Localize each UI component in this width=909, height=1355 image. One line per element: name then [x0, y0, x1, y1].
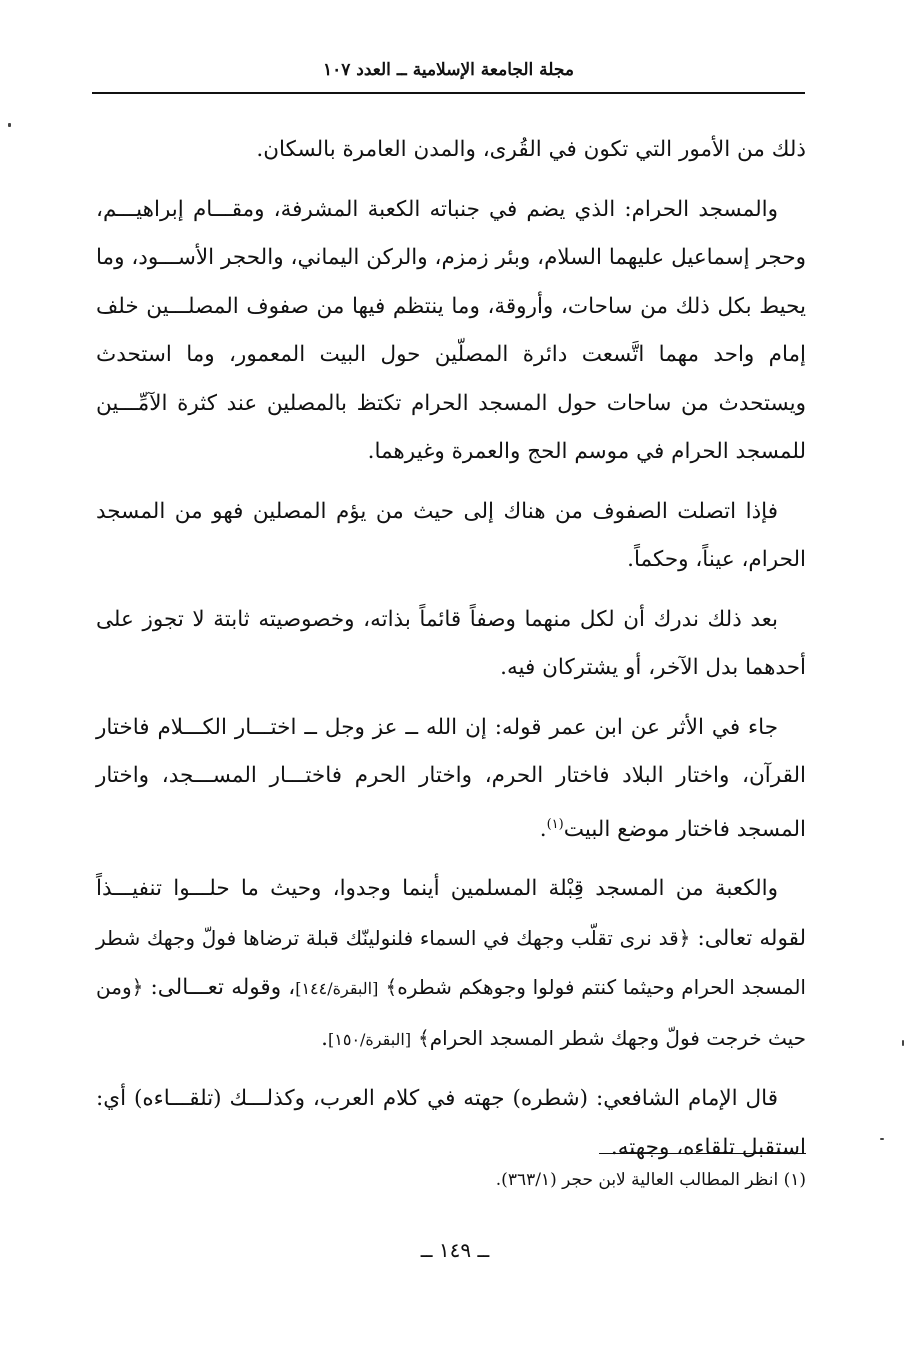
- paragraph-1: ذلك من الأمور التي تكون في القُرى، والمدن العامرة بالسكان.: [256, 137, 806, 162]
- paragraph-6: [96, 865, 806, 1064]
- quran-ref-1: [البقرة/١٤٤]: [295, 979, 379, 999]
- paragraph-6-intro: والكعبة من المسجد قِبْلة المسلمين أينما وجدوا، وحيث ما حلـــوا تنفيـــذاً لقوله تعالى:: [96, 876, 806, 951]
- paragraph-6-end: .: [321, 1025, 328, 1051]
- scan-speck: [880, 1138, 884, 1140]
- paragraph-5: جاء في الأثر عن ابن عمر قوله: إن الله ــ عز وجل ــ اختـــار الكـــلام فاختار القرآن، واختار البلاد فاختار الحرم، واختار الحرم فاختـــار المســـجد، واختار المسجد فاختار موضع البيت$^{(١)}$.: [96, 714, 806, 842]
- paragraph-7: قال الإمام الشافعي: (شطره) جهته في كلام العرب، وكذلـــك (تلقـــاءه) أي: استقبل تلقاءه، وجهته.: [96, 1086, 806, 1160]
- quran-verse-2: ﴿ومن حيث خرجت فولّ وجهك شطر المسجد الحرام﴾: [96, 975, 806, 1050]
- footnote: (١) انظر المطالب العالية لابن حجر (٣٦٣/١).: [495, 1170, 806, 1190]
- paragraph-3: فإذا اتصلت الصفوف من هناك إلى حيث من يؤم المصلين فهو من المسجد الحرام، عيناً، وحكماً.: [96, 498, 806, 572]
- quran-ref-2: [البقرة/١٥٠]: [328, 1029, 412, 1049]
- header-rule: [92, 92, 805, 94]
- paragraph-2: والمسجد الحرام: الذي يضم في جنباته الكعبة المشرفة، ومقـــام إبراهيـــم، وحجر إسماعيل عليهما السلام، وبئر زمزم، والركن اليماني، والحجر الأســـود، وما يحيط بكل ذلك من ساحات، وأروقة، وما ينتظم فيها من صفوف المصلـــين خلف إمام واحد مهما اتَّسعت دائرة المصلّين حول البيت المعمور، وما استحدث ويستحدث من ساحات حول المسجد الحرام تكتظ بالمصلين عند كثرة الآمِّـــين للمسجد الحرام في موسم الحج والعمرة وغيرهما.: [96, 196, 806, 464]
- footnote-rule: [599, 1153, 806, 1154]
- scan-speck: [902, 1040, 904, 1046]
- paragraph-4: بعد ذلك ندرك أن لكل منهما وصفاً قائماً بذاته، وخصوصيته ثابتة لا تجوز على أحدهما بدل الآخر، أو يشتركان فيه.: [96, 606, 806, 680]
- footnote-marker[interactable]: (١): [546, 816, 564, 832]
- body-text: [96, 126, 806, 1183]
- running-header: مجلة الجامعة الإسلامية ــ العدد ١٠٧: [322, 60, 574, 80]
- paragraph-5-text: جاء في الأثر عن ابن عمر قوله: إن الله ــ عز وجل ــ اختـــار الكـــلام فاختار القرآن، واختار البلاد فاختار الحرم، واختار الحرم فاختـــار المســـجد، واختار المسجد فاختار موضع البيت: [96, 714, 806, 842]
- paragraph-6-middle: ، وقوله تعـــالى:: [143, 975, 296, 1001]
- page-number: ــ ١٤٩ ــ: [420, 1238, 490, 1262]
- quran-verse-1: ﴿قد نرى تقلّب وجهك في السماء فلنولينّك قبلة ترضاها فولّ وجهك شطر المسجد الحرام وحيثما كنتم فولوا وجوهكم شطره﴾: [96, 925, 806, 1000]
- scan-speck: [8, 123, 11, 127]
